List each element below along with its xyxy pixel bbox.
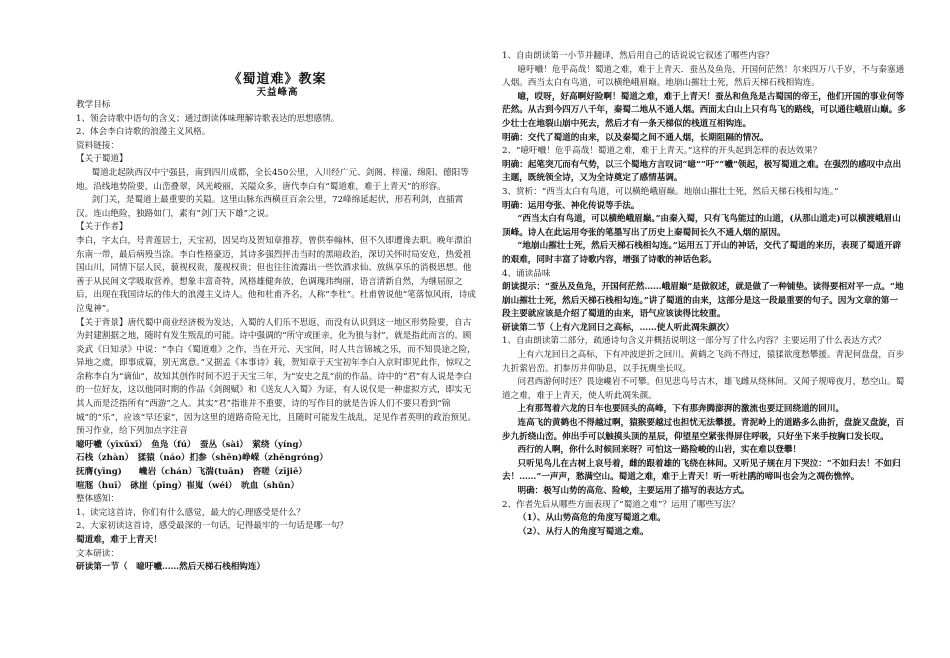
right-line: “地崩山摧壮士死，然后天梯石栈相勾连。”运用五丁开山的神话，交代了蜀道的来历，表现了蜀道开辟的艰难，同时丰富了诗歌内容，增强了诗歌的神话色彩。 <box>502 241 902 265</box>
left-line: 文本研读： <box>76 548 119 559</box>
document-title: 《蜀道难》教案 <box>228 72 327 87</box>
right-line: 2、“噫吁嚱！危乎高哉！蜀道之难，难于上青天。”这样的开头起到怎样的表达效果？ <box>502 146 822 157</box>
left-line: 李白，字太白，号青莲居士，天宝初，因吴均及贺知章推荐，曾供奉翰林，但不久即遭谗去职。晚年漂泊东南一带，最后病殁当涂。李白性格豪迈，其诗多强烈抨击当时的黑暗政治，深切关怀时局安危，热爱祖国山川，同情下层人民，藐视权贵，蔑视权贵；但也往往流露出一些饮酒求仙、放纵享乐的消极思想。他善于从民间文学吸取营养，想象丰富奇特，风格雄健奔放，色调瑰玮绚丽，语言清新自然，为继屈原之后，出现在我国诗坛的伟大的浪漫主义诗人。他和杜甫齐名，人称“李杜”。杜甫曾说他“笔落惊风雨，诗成泣鬼神”。 <box>76 235 476 314</box>
left-line: 石栈（zhàn） 猱猿（náo）扪参（shēn)峥嵘（zhēngróng） <box>76 453 328 464</box>
right-line: 2、作者先后从哪些方面表现了“蜀道之难”？运用了哪些写法？ <box>502 499 740 510</box>
left-line: 1、读完这首诗，你们有什么感觉，最大的心理感受是什么？ <box>76 507 305 518</box>
left-line: 【关于作者】 <box>76 222 128 233</box>
right-line: （2）、从行人的角度写蜀道之难。 <box>518 526 649 537</box>
right-line: 西行的人啊，你什么时候回来呀？可怕这一路险峻的山岩，实在难以登攀！ <box>517 445 802 456</box>
right-line: 噫吁嚱！危乎高哉！蜀道之难，难于上青天．蚕丛及鱼凫，开国何茫然！尔来四万八千岁，不与秦塞通人烟。西当太白有鸟道，可以横绝峨眉巅。地崩山摧壮士死，然后天梯石栈相钩连。 <box>502 64 905 89</box>
right-line: 只听见鸟儿在古树上哀号着，雌的跟着雄的飞绕在林间。又听见子规在月下哭泣：“不如归去！不如归去！……”一声声，愁满空山。蜀道之难，难于上青天！听一听杜鹃的啼叫也会为之凋伤憔悴。 <box>502 458 901 483</box>
right-line: 连高飞的黄鹤也不得越过啊，猿猴要越过也担忧无法攀援。青泥岭上的道路多么曲折，盘旋又盘旋，百步九折绕山峦。伸出手可以触摸头顶的星辰，仰望星空紧张得屏住呼吸，只好坐下来手按胸口发长叹。 <box>502 418 905 442</box>
left-line: 蜀道难，难于上青天！ <box>76 535 162 545</box>
left-line: 抚膺(yīng) 巉岩（chán）飞湍(tuān) 咨嗟（zījiē） <box>76 467 308 478</box>
left-line: 预习作业，给下列加点字注音 <box>76 426 188 437</box>
left-line: 喧豗（huī） 砯崖（pīng）崔嵬（wéi） 吮血（shǔn） <box>76 480 300 491</box>
right-line: 3、赏析：“西当太白有鸟道，可以横绝峨眉巅。地崩山摧壮士死，然后天梯石栈相勾连。” <box>502 186 839 197</box>
left-line: 2、体会李白诗歌的浪漫主义风格。 <box>76 127 211 138</box>
left-line: 1、领会诗歌中语句的含义；通过朗读体味理解诗歌表达的思想感情。 <box>76 113 340 124</box>
right-line: 明确：交代了蜀道的由来，以及秦蜀之间不通人烟，长期阻隔的情况。 <box>502 132 769 143</box>
right-line: 明确：起笔突兀而有气势，以三个蜀地方言叹词“噫”“吁”“嚱”领起，极写蜀道之难。在强烈的感叹中点出主题，既统领全诗，又为全诗奠定了感情基调。 <box>502 159 902 184</box>
right-line: 明确：运用夸张、神化传说等手法。 <box>502 200 640 211</box>
left-line: 2、大家初读这首诗，感受最深的一句话，记得最牢的一句话是哪一句？ <box>76 521 348 532</box>
left-line: 蜀道北起陕西汉中宁强县，南到四川成都，全长450公里，入川经广元、剑阁、梓潼、绵阳、德阳等地。沿线地势险要，山峦叠翠，风光峻丽，关隘众多，唐代李白有“蜀道难，难于上青天”的形容。 <box>76 167 469 192</box>
left-line: 噫吁嚱（yīxūxī） 鱼凫（fú） 蚕丛（sài） 萦绕（yíng） <box>76 439 308 450</box>
left-line: 资料链接： <box>76 140 119 151</box>
left-line: 整体感知： <box>76 494 119 505</box>
right-line: 上有六龙回日之高标，下有冲波逆折之回川。黄鹤之飞尚不得过，猿猱欲度愁攀援。青泥何盘盘，百步九折萦岩峦。扪参历井仰胁息，以手抚膺坐长叹。 <box>502 350 905 374</box>
right-line: （1）、从山势高危的角度写蜀道之难。 <box>518 513 666 524</box>
right-line: 1、自由朗读第一小节并翻译，然后用自己的话说说它叙述了哪些内容？ <box>502 51 774 61</box>
right-line: 研读第二节（上有六龙回日之高标，……使人听此凋朱颜次） <box>502 322 735 333</box>
left-line: 【关于蜀道】 <box>76 154 128 165</box>
left-column <box>76 99 479 575</box>
right-line: 4、诵读品味 <box>502 268 551 279</box>
left-line: 研读第一节（ 噫吁嚱……然后天梯石栈相钩连） <box>76 562 266 573</box>
right-line: 明确：极写山势的高危、险峻，主要运用了描写的表达方式。 <box>517 486 750 496</box>
left-line: 【关于背景】唐代蜀中商业经济极为发达，入蜀的人们乐不思返，而没有认识到这一地区形势险要，自古为封建割据之地，随时有发生叛乱的可能。诗中强调的“所守或匪亲，化为狼与豺”，就是指此而言的。顾炎武《日知录》中说：“李白《蜀道难》之作，当在开元、天宝间，时人共言锦城之乐，而不知畏途之险，异地之虞，即事成篇，别无寓意。”又据孟《本事诗》载，贺知章于天宝初年李白入京时即见此作，惊叹之余称李白为“谪仙”，故知其创作时间不迟于天宝三年，为“安史之乱”前的作品。诗中的“君”有人说是李白的一位好友，这以他同时期的作品《剑阁赋》和《送友人入蜀》为证，有人说仅是一种虚拟方式，即实无其人而是泛指所有“西游”之人。其实“君”指谁并不重要，诗的写作目的就是告诉人们不要只看到“锦城”的“乐”，应该“早还家”，因为这里的道路奇险无比，且随时可能发生战乱，足见作者英明的政治预见。 <box>76 317 477 423</box>
right-line: 1、自由朗读第二部分，疏通诗句含义并概括说明这一部分写了什么内容？主要运用了什么表达方式？ <box>502 336 886 347</box>
right-line: 朗读提示：“蚕丛及鱼凫，开国何茫然……峨眉巅”是做叙述，就是做了一种铺垫。读得要相对平一点。“地崩山摧壮士死，然后天梯石栈相勾连。”讲了蜀道的由来，这部分是这一段最重要的句子。因为文章的第一段主要就应该是介绍了蜀道的由来，语气应该读得比较重。 <box>502 282 904 320</box>
document-author: 天益峰高 <box>256 87 299 98</box>
right-line: 问君西游何时还？畏途巉岩不可攀。但见悲鸟号古木，雄飞雌从绕林间。又闻子规啼夜月，愁空山。蜀道之难，难于上青天，使人听此凋朱颜。 <box>502 377 905 401</box>
right-line: “西当太白有鸟道，可以横绝峨眉巅。”由秦入蜀，只有飞鸟能过的山道，(从那山道走)可以横渡峨眉山顶峰。诗人在此运用夸张的笔墨写出了历史上秦蜀间长久不通人烟的原因。 <box>502 214 901 238</box>
right-column <box>502 50 906 539</box>
right-line: 噫，哎呀，好高啊好险啊！蜀道之难，难于上青天！蚕丛和鱼凫是古蜀国的帝王，他们开国的事业何等茫然。从古到今四万八千年，秦蜀二地从不通人烟。西面太白山上只有鸟飞的路线，可以通往峨眉山巅。多少壮士在地裂山崩中死去，然后才有一条天梯似的栈道互相钩连。 <box>502 91 906 129</box>
right-line: 上有那驾着六龙的日车也要回头的高峰，下有那奔腾澎湃的激流也要迂回绕道的回川。 <box>517 404 845 415</box>
left-line: 剑门关，是蜀道上最重要的关隘。这里山脉东西横亘百余公里，72峰绵延起伏，形若利剑，直插霄汉。连山绝险，独路如门，素有“剑门天下雄”之说。 <box>76 195 464 219</box>
left-line: 教学目标 <box>76 100 111 110</box>
